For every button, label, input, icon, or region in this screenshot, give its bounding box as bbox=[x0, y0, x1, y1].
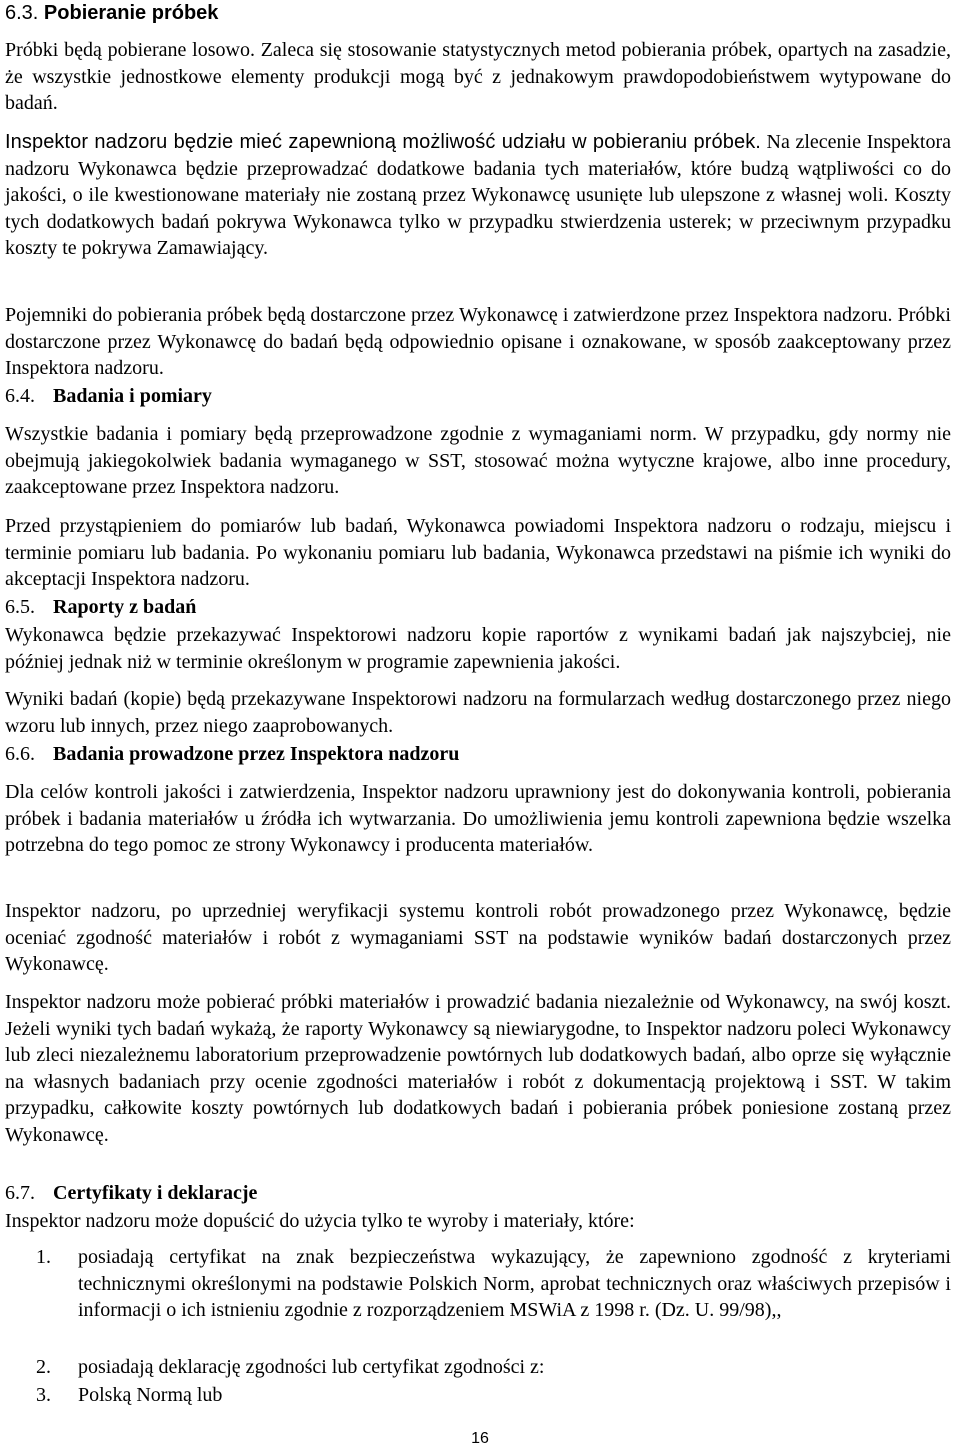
section-heading-6-4 bbox=[5, 383, 212, 409]
paragraph-before-tests: Przed przystąpieniem do pomiarów lub badań, Wykonawca powiadomi Inspektora nadzoru o rodzaju, miejscu i terminie pomiaru lub badania. Po wykonaniu pomiaru lub badania, Wykonawca przedstawi na piśmie ich wyniki do akceptacji Inspektora nadzoru. bbox=[5, 515, 951, 590]
section-title: Certyfikaty i deklaracje bbox=[53, 1182, 258, 1204]
paragraph-quality-control: Dla celów kontroli jakości i zatwierdzenia, Inspektor nadzoru uprawniony jest do dokonywania kontroli, pobierania próbek i badania materiałów u źródła ich wytwarzania. Do umożliwienia jemu kontroli zapewniona będzie wszelka potrzebna do tego pomoc ze strony Wykonawcy i producenta materiałów. bbox=[5, 781, 951, 856]
list-item-number: 1. bbox=[36, 1246, 51, 1268]
section-heading-6-6 bbox=[5, 741, 459, 767]
paragraph-tests-norms: Wszystkie badania i pomiary będą przeprowadzone zgodnie z wymaganiami norm. W przypadku, gdy normy nie obejmują jakiegokolwiek badania wymaganego w SST, stosować można wytyczne krajowe, albo inne procedury, zaakceptowane przez Inspektora nadzoru. bbox=[5, 423, 951, 498]
section-heading-6-5 bbox=[5, 594, 196, 620]
paragraph-inspector-verification: Inspektor nadzoru, po uprzedniej weryfikacji systemu kontroli robót prowadzonego przez Wykonawcę, będzie oceniać zgodność materiałów i robót z wymaganiami SST na podstawie wyników badań dostarczonych przez Wykonawcę. bbox=[5, 900, 951, 975]
paragraph-report-copies: Wykonawca będzie przekazywać Inspektorowi nadzoru kopie raportów z wynikami badań jak najszybciej, nie później jednak niż w terminie określonym w programie zapewnienia jakości. bbox=[5, 624, 951, 673]
section-number: 6.5. bbox=[5, 596, 35, 618]
paragraph-admission-intro: Inspektor nadzoru może dopuścić do użycia tylko te wyroby i materiały, które: bbox=[5, 1210, 635, 1232]
paragraph-sampling-random: Próbki będą pobierane losowo. Zaleca się stosowanie statystycznych metod pobierania próbek, opartych na zasadzie, że wszystkie jednostkowe elementy produkcji mogą być z jednakowym prawdopodobieństwem wytypowane do badań. bbox=[5, 39, 951, 114]
paragraph-independent-tests: Inspektor nadzoru może pobierać próbki materiałów i prowadzić badania niezależnie od Wykonawcy, na swój koszt. Jeżeli wyniki tych badań wykażą, że raporty Wykonawcy są niewiarygodne, to Inspektor nadzoru poleci Wykonawcy lub zleci niezależnemu laboratorium przeprowadzenie powtórnych lub dodatkowych badań, albo oprze się wyłącznie na własnych badaniach przy ocenie zgodności materiałów i robót z dokumentacją projektową i SST. W takim przypadku, całkowite koszty powtórnych lub dodatkowych badań i pobierania próbek poniesione zostaną przez Wykonawcę. bbox=[5, 991, 951, 1146]
section-number: 6.3. bbox=[5, 2, 39, 24]
page-number: 16 bbox=[471, 1430, 489, 1447]
list-item bbox=[36, 1354, 951, 1381]
section-heading-6-7 bbox=[5, 1180, 257, 1206]
paragraph-inspector-participation bbox=[5, 129, 951, 262]
section-number: 6.4. bbox=[5, 385, 35, 407]
paragraph-inspector-participation-lead: Inspektor nadzoru będzie mieć zapewnioną możliwość udziału w pobieraniu próbek. bbox=[5, 131, 761, 153]
section-title: Badania prowadzone przez Inspektora nadzoru bbox=[53, 743, 460, 765]
section-title: Pobieranie próbek bbox=[43, 2, 219, 24]
list-item-number: 2. bbox=[36, 1356, 51, 1378]
list-item bbox=[36, 1382, 951, 1409]
section-title: Badania i pomiary bbox=[53, 385, 212, 407]
list-item-text: Polską Normą lub bbox=[78, 1384, 223, 1406]
paragraph-test-results-forms: Wyniki badań (kopie) będą przekazywane Inspektorowi nadzoru na formularzach według dostarczonego przez niego wzoru lub innych, przez niego zaaprobowanych. bbox=[5, 688, 951, 737]
section-heading-6-3 bbox=[5, 0, 218, 26]
section-title: Raporty z badań bbox=[53, 596, 197, 618]
paragraph-sample-containers: Pojemniki do pobierania próbek będą dostarczone przez Wykonawcę i zatwierdzone przez Inspektora nadzoru. Próbki dostarczone przez Wykonawcę do badań będą odpowiednio opisane i oznakowane, w sposób zaakceptowany przez Inspektora nadzoru. bbox=[5, 304, 951, 379]
list-item bbox=[36, 1244, 951, 1324]
section-number: 6.6. bbox=[5, 743, 35, 765]
list-item-text: posiadają deklarację zgodności lub certyfikat zgodności z: bbox=[78, 1356, 545, 1378]
section-number: 6.7. bbox=[5, 1182, 35, 1204]
list-item-text: posiadają certyfikat na znak bezpieczeństwa wykazujący, że zapewniono zgodność z kryteriami technicznymi określonymi na podstawie Polskich Norm, aprobat technicznych oraz właściwych przepisów i informacji o ich istnieniu zgodnie z rozporządzeniem MSWiA z 1998 r. (Dz. U. 99/98),, bbox=[78, 1246, 951, 1321]
list-item-number: 3. bbox=[36, 1384, 51, 1406]
paragraph-additional-tests: Na zlecenie Inspektora nadzoru Wykonawca będzie przeprowadzać dodatkowe badania tych materiałów, które budzą wątpliwości co do jakości, o ile kwestionowane materiały nie zostaną przez Wykonawcę usunięte lub ulepszone z własnej woli. Koszty tych dodatkowych badań pokrywa Wykonawca tylko w przypadku stwierdzenia usterek; w przeciwnym przypadku koszty te pokrywa Zamawiający. bbox=[5, 131, 951, 259]
